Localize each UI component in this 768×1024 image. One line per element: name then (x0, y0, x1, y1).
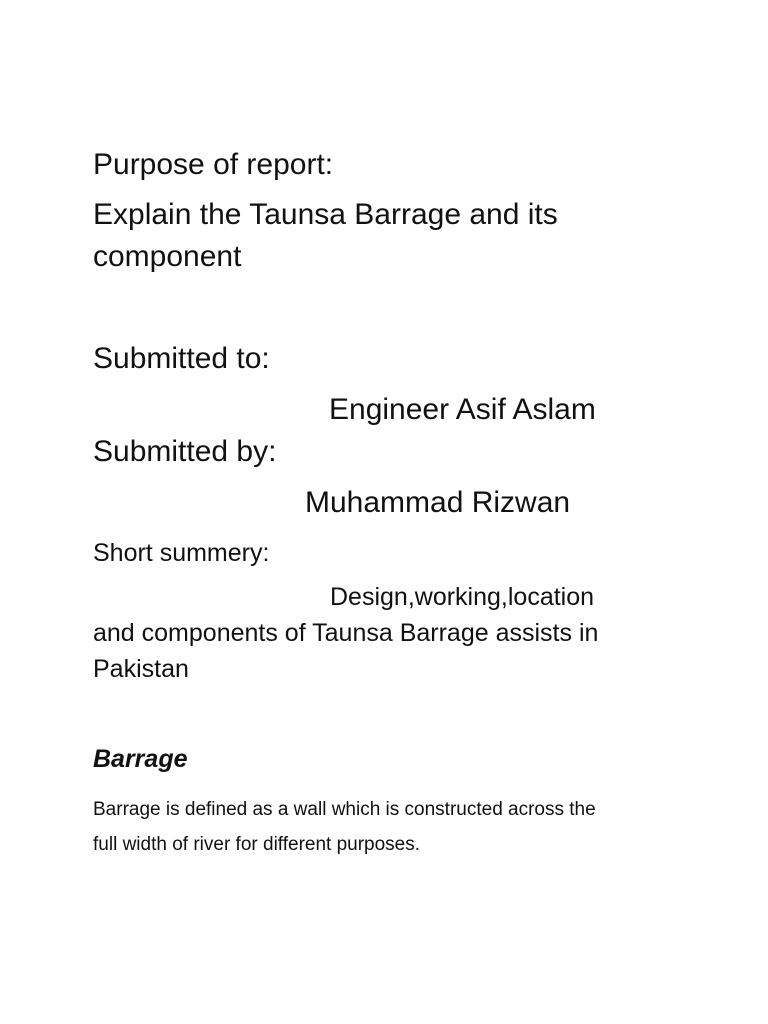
purpose-heading: Purpose of report: (93, 148, 334, 181)
purpose-text-line: Explain the Taunsa Barrage and its (93, 198, 558, 231)
summary-label: Short summery: (93, 539, 270, 567)
definition-text-line: Barrage is defined as a wall which is constructed across the (93, 799, 596, 820)
submitted-by-label: Submitted by: (93, 435, 277, 468)
submitted-to-name: Engineer Asif Aslam (329, 393, 596, 426)
definition-text-line: full width of river for different purposes. (93, 834, 421, 855)
purpose-text-line: component (93, 240, 242, 273)
section-heading-barrage: Barrage (93, 745, 188, 773)
summary-text-line: and components of Taunsa Barrage assists in (93, 619, 599, 647)
submitted-by-name: Muhammad Rizwan (305, 486, 571, 519)
summary-text-line: Pakistan (93, 655, 189, 683)
submitted-to-label: Submitted to: (93, 342, 270, 375)
summary-text-line: Design,working,location (330, 583, 595, 611)
